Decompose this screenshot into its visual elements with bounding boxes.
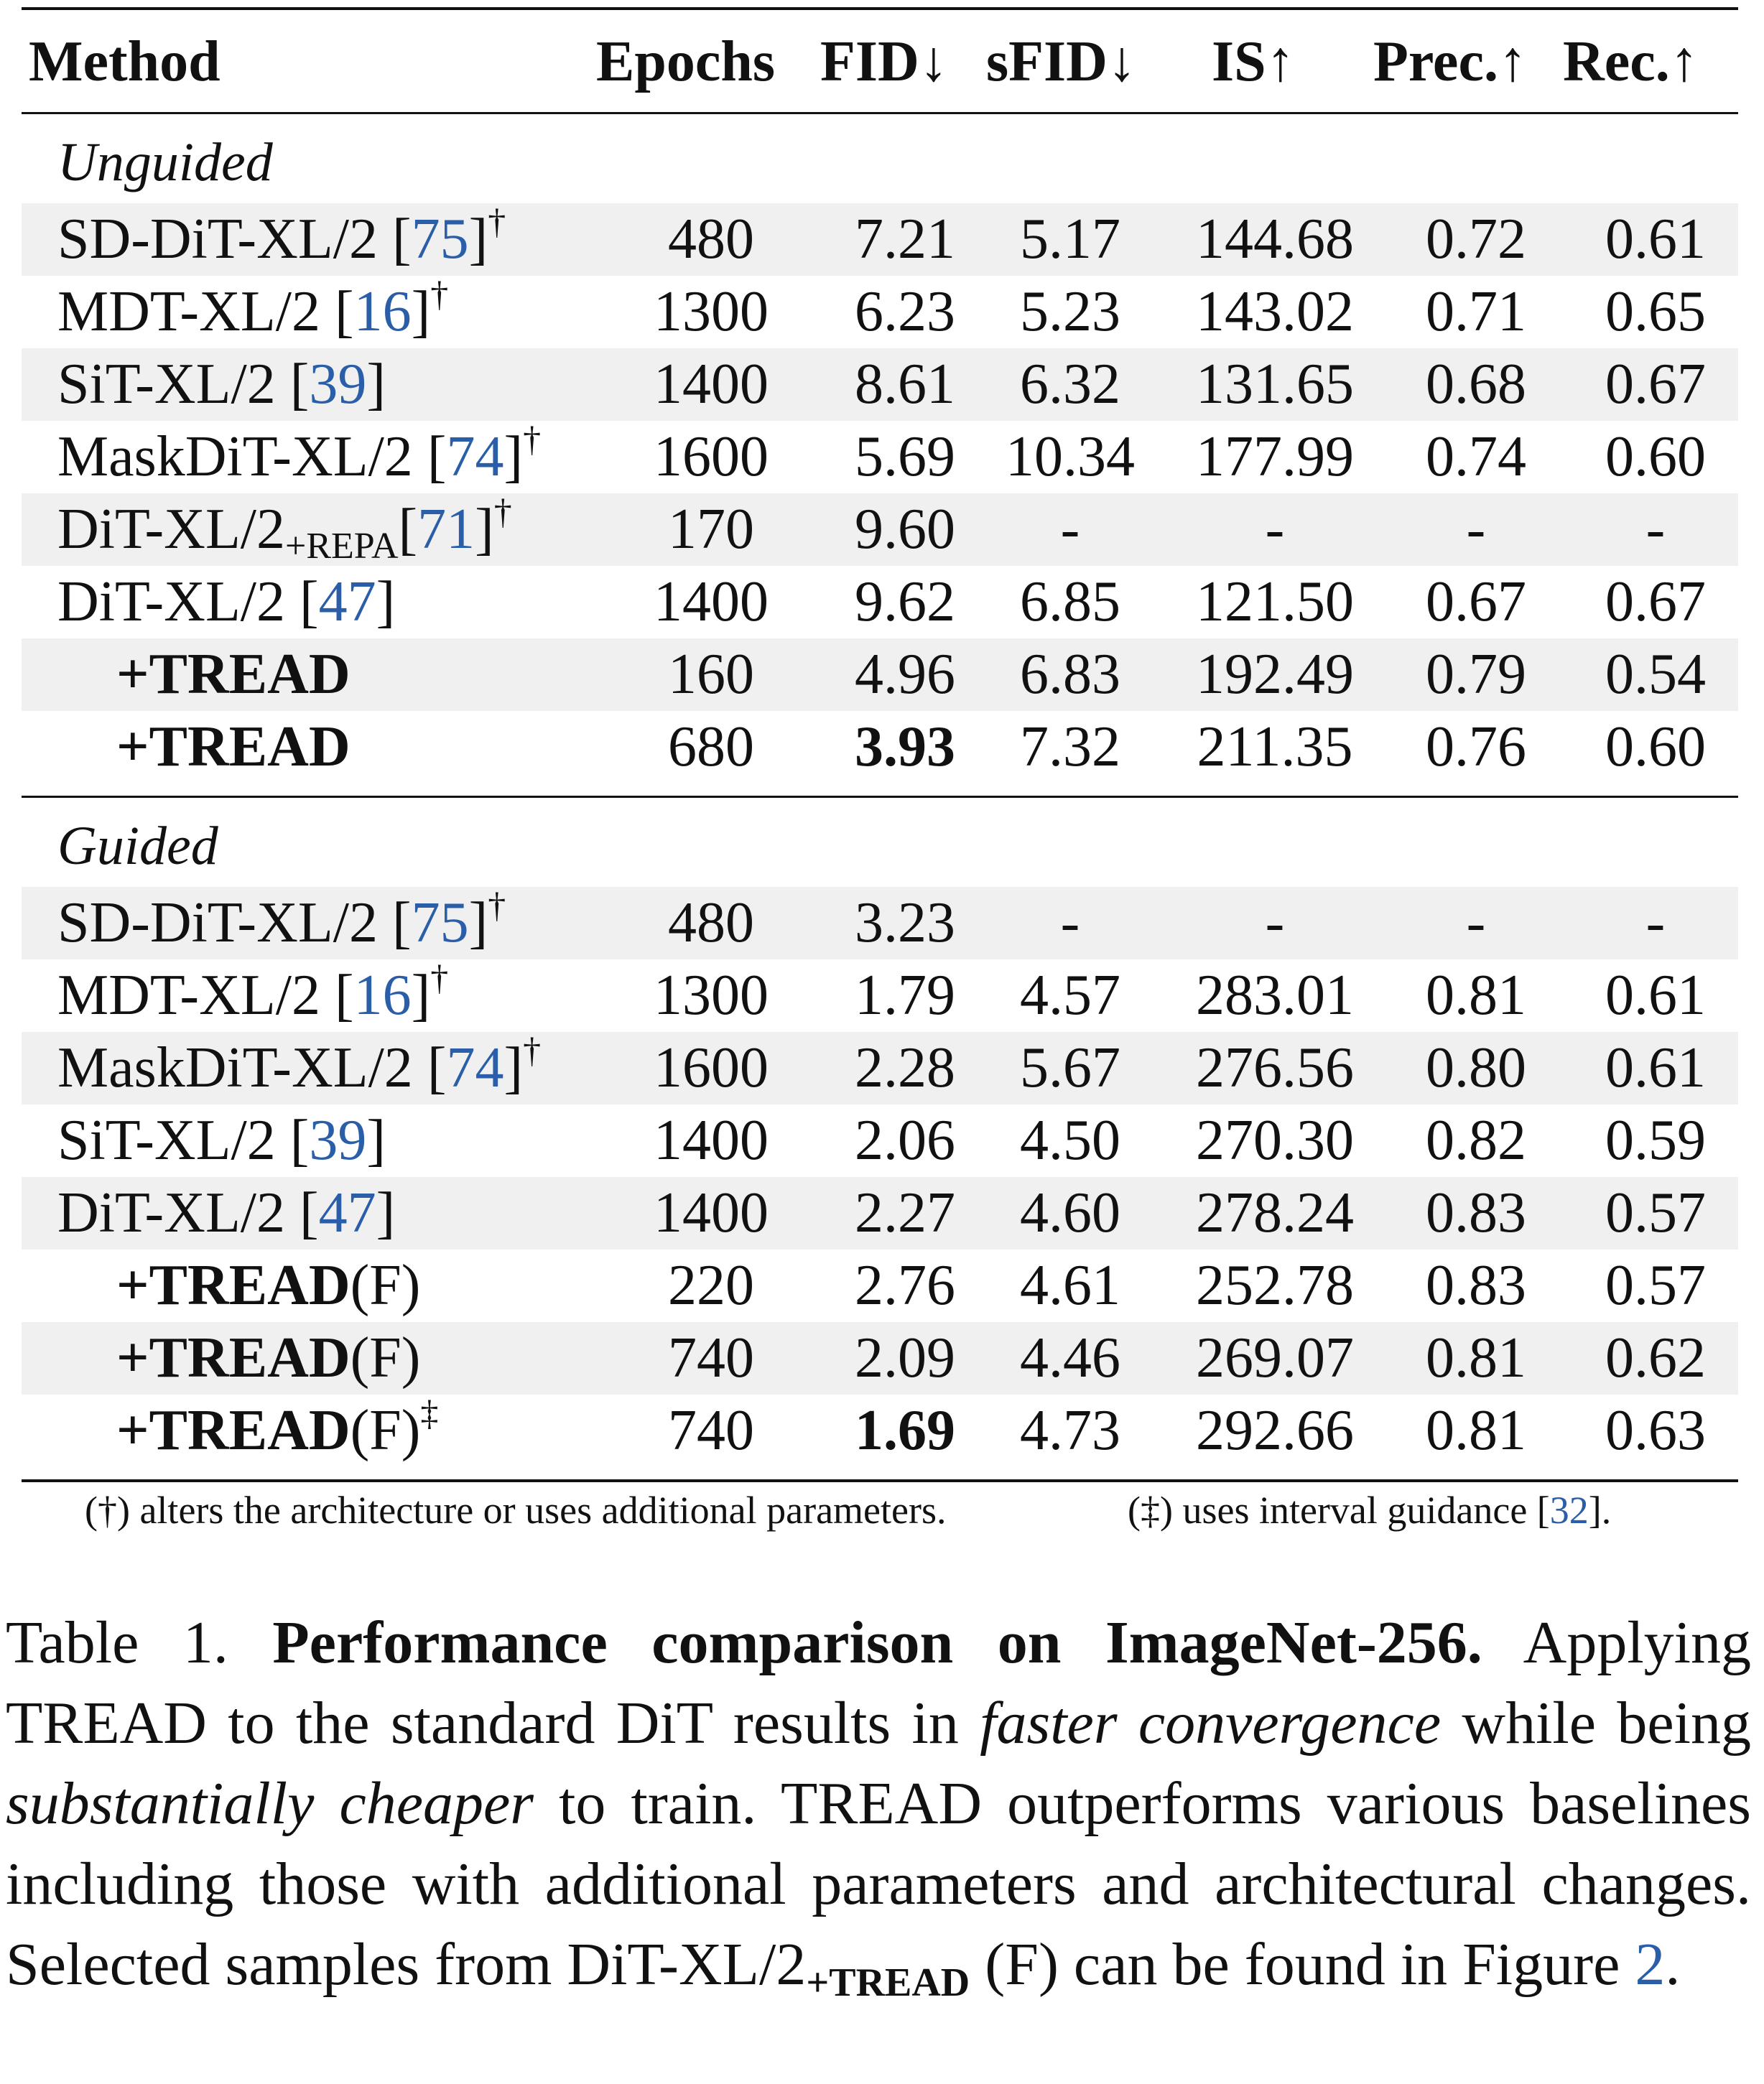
- fid-cell: 2.76: [855, 1254, 955, 1317]
- citation-link[interactable]: 74: [446, 425, 504, 488]
- header-rule: [22, 112, 1738, 114]
- epochs-cell: 1600: [654, 425, 769, 488]
- sfid-cell: 5.23: [1020, 280, 1120, 343]
- footnote-mark: †: [523, 1030, 542, 1071]
- header-fid: FID↓: [820, 30, 948, 93]
- footnote-mark: †: [523, 419, 542, 460]
- fid-cell: 2.27: [855, 1181, 955, 1245]
- table-row: [22, 566, 1738, 638]
- method-name: +TREAD: [116, 715, 351, 778]
- rec-cell: 0.63: [1605, 1399, 1706, 1462]
- citation-link[interactable]: 75: [411, 208, 469, 271]
- method-cell: DiT-XL/2 [47]: [57, 570, 396, 633]
- fid-cell: 2.09: [855, 1326, 955, 1390]
- rec-cell: 0.61: [1605, 964, 1706, 1027]
- sfid-cell: 6.83: [1020, 643, 1120, 706]
- is-cell: 292.66: [1196, 1399, 1354, 1462]
- prec-cell: 0.81: [1426, 1326, 1526, 1390]
- prec-cell: -: [1466, 498, 1486, 561]
- table-row: [22, 1177, 1738, 1250]
- is-cell: 143.02: [1196, 280, 1354, 343]
- is-cell: 131.65: [1196, 353, 1354, 416]
- sfid-cell: 4.46: [1020, 1326, 1120, 1390]
- prec-cell: 0.81: [1426, 964, 1526, 1027]
- method-name: +TREAD: [116, 1326, 351, 1390]
- rec-cell: 0.60: [1605, 425, 1706, 488]
- method-name: MaskDiT-XL/2: [57, 425, 427, 488]
- rec-cell: -: [1645, 891, 1666, 954]
- prec-cell: 0.82: [1426, 1109, 1526, 1172]
- sfid-cell: 4.60: [1020, 1181, 1120, 1245]
- sfid-cell: 5.67: [1020, 1036, 1120, 1099]
- citation-link[interactable]: 16: [353, 280, 412, 343]
- method-cell: [116, 1322, 420, 1395]
- method-name: MDT-XL/2: [57, 964, 335, 1027]
- footnote-mark: †: [430, 274, 449, 315]
- caption-title: Performance comparison on ImageNet-256.: [272, 1609, 1482, 1676]
- sfid-cell: -: [1060, 498, 1080, 561]
- rec-cell: 0.61: [1605, 208, 1706, 271]
- method-subscript: +REPA: [285, 526, 399, 567]
- rec-cell: 0.57: [1605, 1254, 1706, 1317]
- is-cell: 121.50: [1196, 570, 1354, 633]
- epochs-cell: 680: [668, 715, 754, 778]
- epochs-cell: 160: [668, 643, 754, 706]
- epochs-cell: 1300: [654, 280, 769, 343]
- prec-cell: 0.71: [1426, 280, 1526, 343]
- table-row: [22, 1322, 1738, 1395]
- sfid-cell: 5.17: [1020, 208, 1120, 271]
- method-cell: [116, 638, 351, 711]
- prec-cell: 0.68: [1426, 353, 1526, 416]
- citation-link[interactable]: 74: [446, 1036, 504, 1099]
- caption-subscript: +TREAD: [806, 1960, 970, 2005]
- is-cell: 177.99: [1196, 425, 1354, 488]
- is-cell: 269.07: [1196, 1326, 1354, 1390]
- method-suffix: (F): [350, 1254, 421, 1317]
- method-cell: SD-DiT-XL/2 [75]†: [57, 201, 506, 271]
- fid-cell: 3.23: [855, 891, 955, 954]
- method-name: +TREAD: [116, 1254, 351, 1317]
- sfid-cell: 4.61: [1020, 1254, 1120, 1317]
- sfid-cell: 6.85: [1020, 570, 1120, 633]
- rec-cell: 0.65: [1605, 280, 1706, 343]
- table-row: [22, 1104, 1738, 1177]
- fid-cell: 9.62: [855, 570, 955, 633]
- caption-label: Table 1.: [6, 1609, 273, 1676]
- rec-cell: 0.57: [1605, 1181, 1706, 1245]
- prec-cell: 0.74: [1426, 425, 1526, 488]
- citation-link[interactable]: 47: [318, 570, 376, 633]
- citation-link[interactable]: 71: [417, 498, 475, 561]
- fid-cell: 1.79: [855, 964, 955, 1027]
- table-row: [22, 493, 1738, 566]
- table-row: [22, 711, 1738, 783]
- is-cell: 211.35: [1197, 715, 1353, 778]
- footnote-double-dagger-text: (‡) uses interval guidance [: [1128, 1489, 1550, 1532]
- caption-text-5: .: [1665, 1931, 1681, 1998]
- epochs-cell: 480: [668, 208, 754, 271]
- section-label-guided: Guided: [57, 816, 218, 876]
- fid-cell: 6.23: [855, 280, 955, 343]
- method-cell: SiT-XL/2 [39]: [57, 353, 386, 416]
- epochs-cell: 1400: [654, 353, 769, 416]
- epochs-cell: 1300: [654, 964, 769, 1027]
- is-cell: -: [1265, 498, 1285, 561]
- is-cell: 270.30: [1196, 1109, 1354, 1172]
- guided-rows: [22, 887, 1738, 1467]
- method-cell: MaskDiT-XL/2 [74]†: [57, 1030, 542, 1099]
- table-row: [22, 203, 1738, 276]
- table-row: [22, 1250, 1738, 1322]
- method-name: SiT-XL/2: [57, 353, 290, 416]
- rec-cell: 0.59: [1605, 1109, 1706, 1172]
- table-footnotes: [0, 1485, 1764, 1535]
- footnote-mark: †: [493, 491, 512, 532]
- table-row: [22, 638, 1738, 711]
- epochs-cell: 220: [668, 1254, 754, 1317]
- method-suffix: (F): [350, 1326, 421, 1390]
- citation-link[interactable]: 75: [411, 891, 469, 954]
- table-header: [22, 19, 1738, 105]
- is-cell: -: [1265, 891, 1285, 954]
- header-sfid: sFID↓: [986, 30, 1136, 93]
- method-name: DiT-XL/2: [57, 1181, 300, 1245]
- fid-cell: 7.21: [855, 208, 955, 271]
- method-name: DiT-XL/2: [57, 570, 300, 633]
- epochs-cell: 1400: [654, 1109, 769, 1172]
- rec-cell: -: [1645, 498, 1666, 561]
- fid-cell: 1.69: [855, 1399, 955, 1462]
- method-cell: MDT-XL/2 [16]†: [57, 274, 449, 343]
- section-label-unguided: Unguided: [57, 132, 273, 192]
- is-cell: 144.68: [1196, 208, 1354, 271]
- fid-cell: 4.96: [855, 643, 955, 706]
- citation-link[interactable]: 16: [353, 964, 412, 1027]
- prec-cell: 0.76: [1426, 715, 1526, 778]
- rec-cell: 0.67: [1605, 570, 1706, 633]
- fid-cell: 9.60: [855, 498, 955, 561]
- caption-italic-2: substantially cheaper: [6, 1770, 534, 1837]
- fid-cell: 2.28: [855, 1036, 955, 1099]
- footnote-citation-link[interactable]: 32: [1549, 1489, 1589, 1532]
- footnote-double-dagger-end: ].: [1588, 1489, 1612, 1532]
- footnote-double-dagger: [1128, 1485, 1611, 1535]
- method-cell: [116, 711, 351, 783]
- section-divider-rule: [22, 796, 1738, 798]
- footnote-mark: †: [488, 201, 506, 242]
- caption-text-1: Applying TREAD to the standard DiT results in: [6, 1609, 1751, 1757]
- unguided-rows: [22, 203, 1738, 783]
- epochs-cell: 1400: [654, 1181, 769, 1245]
- header-is: IS↑: [1212, 30, 1295, 93]
- method-cell: SiT-XL/2 [39]: [57, 1109, 386, 1172]
- footnote-dagger: (†) alters the architecture or uses additional parameters.: [85, 1489, 947, 1532]
- table-top-rule: [22, 7, 1738, 10]
- method-name: SiT-XL/2: [57, 1109, 290, 1172]
- table-bottom-rule: [22, 1479, 1738, 1482]
- epochs-cell: 1600: [654, 1036, 769, 1099]
- caption-text-4: (F) can be found in Figure: [970, 1931, 1635, 1998]
- caption-italic-1: faster convergence: [980, 1690, 1442, 1757]
- sfid-cell: 4.73: [1020, 1399, 1120, 1462]
- is-cell: 192.49: [1196, 643, 1354, 706]
- sfid-cell: 6.32: [1020, 353, 1120, 416]
- rec-cell: 0.54: [1605, 643, 1706, 706]
- footnote-mark: †: [488, 885, 506, 926]
- epochs-cell: 480: [668, 891, 754, 954]
- method-cell: SD-DiT-XL/2 [75]†: [57, 885, 506, 954]
- fid-cell: 2.06: [855, 1109, 955, 1172]
- is-cell: 276.56: [1196, 1036, 1354, 1099]
- sfid-cell: 4.50: [1020, 1109, 1120, 1172]
- epochs-cell: 170: [668, 498, 754, 561]
- citation-link[interactable]: 39: [309, 1109, 367, 1172]
- method-cell: MaskDiT-XL/2 [74]†: [57, 419, 542, 488]
- method-name: SD-DiT-XL/2: [57, 208, 392, 271]
- caption-text-2: while being: [1441, 1690, 1751, 1757]
- method-suffix: (F): [350, 1399, 421, 1462]
- table-row: [22, 348, 1738, 421]
- method-cell: [116, 1250, 420, 1322]
- epochs-cell: 1400: [654, 570, 769, 633]
- header-prec: Prec.↑: [1373, 30, 1527, 93]
- sfid-cell: 10.34: [1006, 425, 1135, 488]
- is-cell: 283.01: [1196, 964, 1354, 1027]
- prec-cell: 0.80: [1426, 1036, 1526, 1099]
- fid-cell: 3.93: [855, 715, 955, 778]
- prec-cell: 0.83: [1426, 1254, 1526, 1317]
- table-row: [22, 276, 1738, 348]
- method-cell: DiT-XL/2 [47]: [57, 1181, 396, 1245]
- table-row: [22, 1392, 1738, 1467]
- sfid-cell: -: [1060, 891, 1080, 954]
- citation-link[interactable]: 39: [309, 353, 367, 416]
- footnote-mark: ‡: [420, 1392, 439, 1433]
- footnote-mark: †: [430, 957, 449, 998]
- rec-cell: 0.62: [1605, 1326, 1706, 1390]
- fid-cell: 5.69: [855, 425, 955, 488]
- caption-text-3: to train. TREAD outperforms various baselines including those with additional parameters and architectural changes. Selected samples from DiT-XL/2: [6, 1770, 1751, 1998]
- citation-link[interactable]: 47: [318, 1181, 376, 1245]
- prec-cell: 0.67: [1426, 570, 1526, 633]
- table-row: [22, 959, 1738, 1032]
- rec-cell: 0.61: [1605, 1036, 1706, 1099]
- method-name: MaskDiT-XL/2: [57, 1036, 427, 1099]
- is-cell: 252.78: [1196, 1254, 1354, 1317]
- prec-cell: -: [1466, 891, 1486, 954]
- method-cell: DiT-$XL/2_{+REPA}[71]^\dagger$: [57, 491, 512, 567]
- fid-cell: 8.61: [855, 353, 955, 416]
- header-rec: Rec.↑: [1563, 30, 1699, 93]
- method-cell: MDT-XL/2 [16]†: [57, 957, 449, 1027]
- prec-cell: 0.79: [1426, 643, 1526, 706]
- epochs-cell: 740: [668, 1326, 754, 1390]
- method-name: DiT-XL/2: [57, 498, 286, 561]
- header-method: Method: [29, 30, 220, 93]
- table-row: [22, 1032, 1738, 1104]
- table-row: [22, 887, 1738, 959]
- prec-cell: 0.83: [1426, 1181, 1526, 1245]
- method-name: +TREAD: [116, 1399, 351, 1462]
- method-name: MDT-XL/2: [57, 280, 335, 343]
- is-cell: 278.24: [1196, 1181, 1354, 1245]
- method-cell: [116, 1392, 439, 1467]
- rec-cell: 0.60: [1605, 715, 1706, 778]
- method-name: +TREAD: [116, 643, 351, 706]
- epochs-cell: 740: [668, 1399, 754, 1462]
- prec-cell: 0.72: [1426, 208, 1526, 271]
- prec-cell: 0.81: [1426, 1399, 1526, 1462]
- rec-cell: 0.67: [1605, 353, 1706, 416]
- method-name: SD-DiT-XL/2: [57, 891, 392, 954]
- table-row: [22, 421, 1738, 493]
- header-epochs: Epochs: [596, 30, 775, 93]
- sfid-cell: 7.32: [1020, 715, 1120, 778]
- sfid-cell: 4.57: [1020, 964, 1120, 1027]
- caption-figure-link[interactable]: 2: [1635, 1931, 1666, 1998]
- table-caption: [6, 1603, 1751, 2005]
